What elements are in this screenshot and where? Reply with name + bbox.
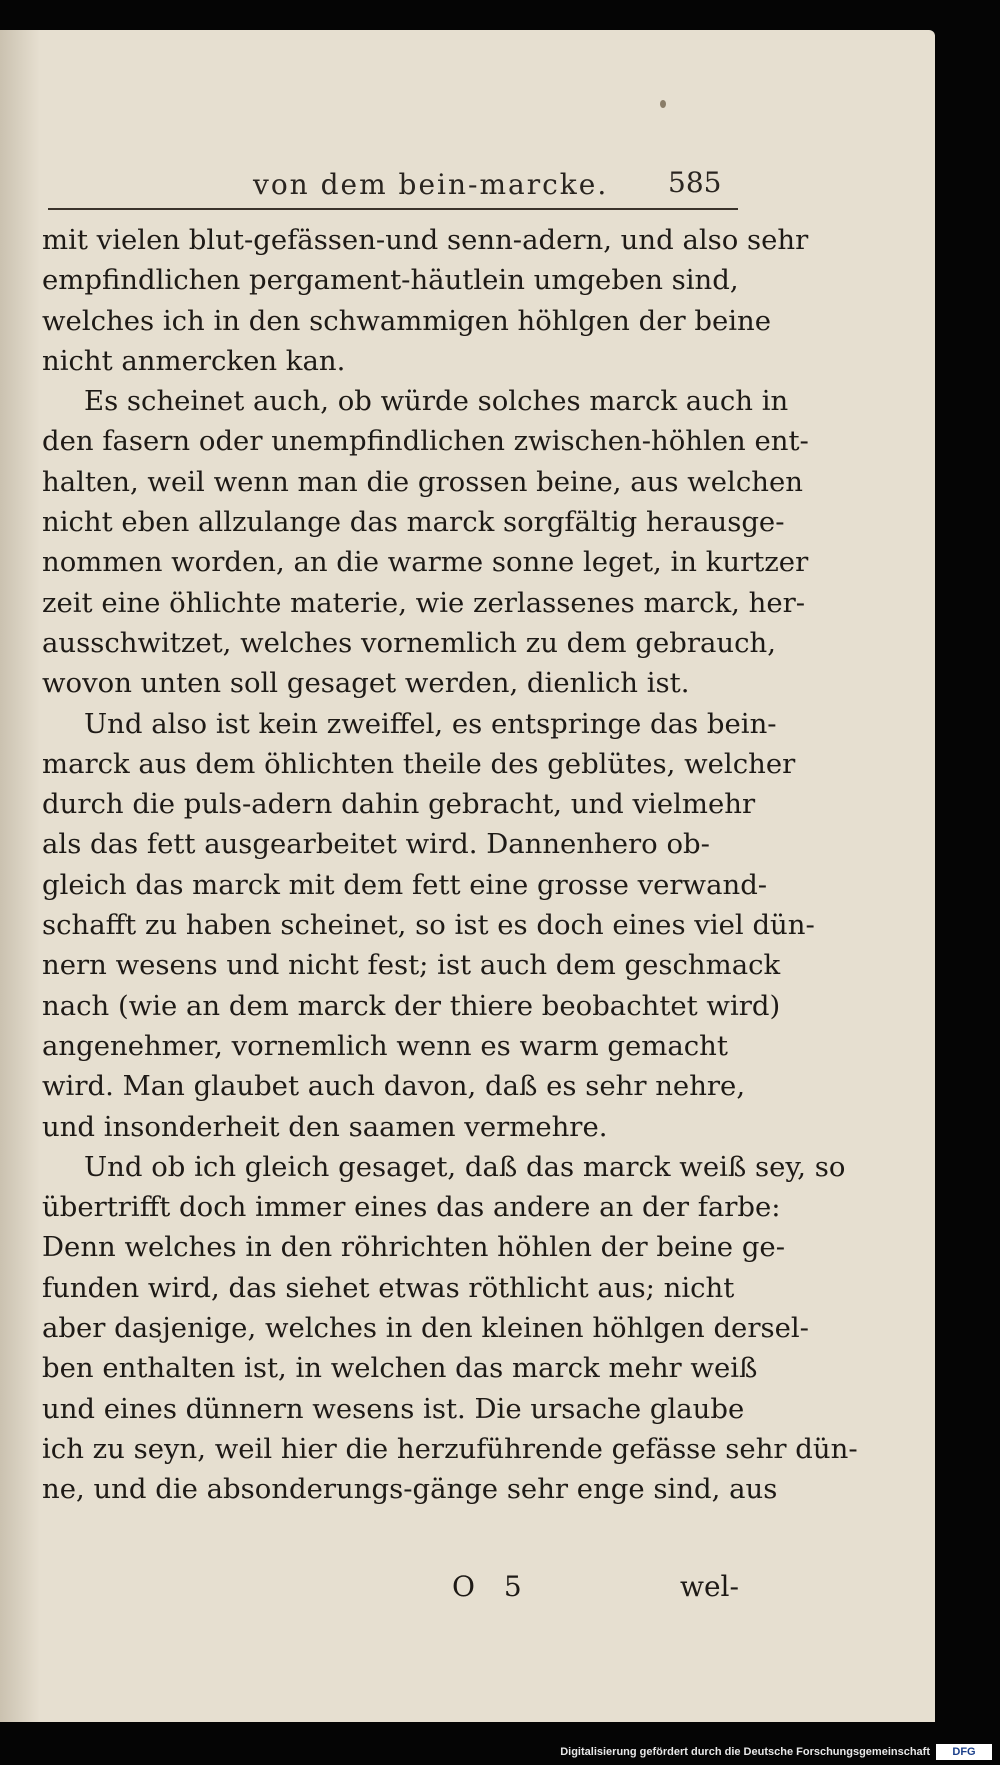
text-line: marck aus dem öhlichten theile des geblütes, welcher <box>42 747 796 780</box>
text-line: zeit eine öhlichte materie, wie zerlassenes marck, her- <box>42 586 806 619</box>
text-line: und eines dünnern wesens ist. Die ursache glaube <box>42 1392 745 1425</box>
text-line: und insonderheit den saamen vermehre. <box>42 1110 608 1143</box>
text-line: gleich das marck mit dem fett eine grosse verwand- <box>42 868 768 901</box>
text-line: angenehmer, vornemlich wenn es warm gemacht <box>42 1029 728 1062</box>
text-line: Und ob ich gleich gesaget, daß das marck weiß sey, so <box>84 1150 846 1183</box>
text-line: den fasern oder unempfindlichen zwischen-höhlen ent- <box>42 425 809 458</box>
text-line: ausschwitzet, welches vornemlich zu dem gebrauch, <box>42 626 776 659</box>
text-line: nicht anmercken kan. <box>42 344 346 377</box>
header-rule <box>48 208 738 210</box>
binding-shadow <box>0 30 40 1722</box>
paragraph <box>42 381 809 703</box>
text-line: übertrifft doch immer eines das andere an der farbe: <box>42 1191 781 1224</box>
text-line: durch die puls-adern dahin gebracht, und vielmehr <box>42 788 756 821</box>
signature-mark: O 5 <box>452 1570 532 1603</box>
book-page <box>0 30 935 1722</box>
ink-spot <box>660 100 666 108</box>
text-line: halten, weil wenn man die grossen beine, aus welchen <box>42 465 803 498</box>
text-line: Es scheinet auch, ob würde solches marck auch in <box>84 385 789 418</box>
text-line: ich zu seyn, weil hier die herzuführende gefässe sehr dün- <box>42 1432 858 1465</box>
text-line: nicht eben allzulange das marck sorgfältig herausge- <box>42 506 785 539</box>
text-line: Und also ist kein zweiffel, es entspringe das bein- <box>84 707 777 740</box>
paragraph <box>42 220 809 381</box>
text-line: als das fett ausgearbeitet wird. Dannenhero ob- <box>42 828 710 861</box>
text-line: wovon unten soll gesaget werden, dienlich ist. <box>42 667 690 700</box>
text-line: schafft zu haben scheinet, so ist es doch eines viel dün- <box>42 909 815 942</box>
text-line: empfindlichen pergament-häutlein umgeben sind, <box>42 264 739 297</box>
text-line: funden wird, das siehet etwas röthlicht aus; nicht <box>42 1271 735 1304</box>
paragraph <box>42 1147 858 1510</box>
body-text <box>42 220 858 1510</box>
text-line: mit vielen blut-gefässen-und senn-adern, und also sehr <box>42 224 809 256</box>
page-footer <box>42 1570 739 1610</box>
text-line: nommen worden, an die warme sonne leget, in kurtzer <box>42 546 809 579</box>
dfg-logo: DFG <box>936 1744 992 1760</box>
paragraph <box>42 704 815 1147</box>
text-line: ben enthalten ist, in welchen das marck mehr weiß <box>42 1352 758 1385</box>
text-line: aber dasjenige, welches in den kleinen höhlgen dersel- <box>42 1312 809 1345</box>
catchword: wel- <box>680 1570 739 1603</box>
text-line: Denn welches in den röhrichten höhlen der beine ge- <box>42 1231 785 1264</box>
digitization-credit: Digitalisierung gefördert durch die Deutsche Forschungsgemeinschaft <box>560 1746 930 1758</box>
running-head: von dem bein-marcke. <box>253 168 609 201</box>
text-line: wird. Man glaubet auch davon, daß es sehr nehre, <box>42 1070 746 1103</box>
page-header <box>48 142 740 208</box>
page-number: 585 <box>668 166 722 199</box>
text-line: welches ich in den schwammigen höhlgen der beine <box>42 304 772 337</box>
text-line: nern wesens und nicht fest; ist auch dem geschmack <box>42 949 781 982</box>
text-line: ne, und die absonderungs-gänge sehr enge sind, aus <box>42 1473 778 1506</box>
text-line: nach (wie an dem marck der thiere beobachtet wird) <box>42 989 781 1022</box>
